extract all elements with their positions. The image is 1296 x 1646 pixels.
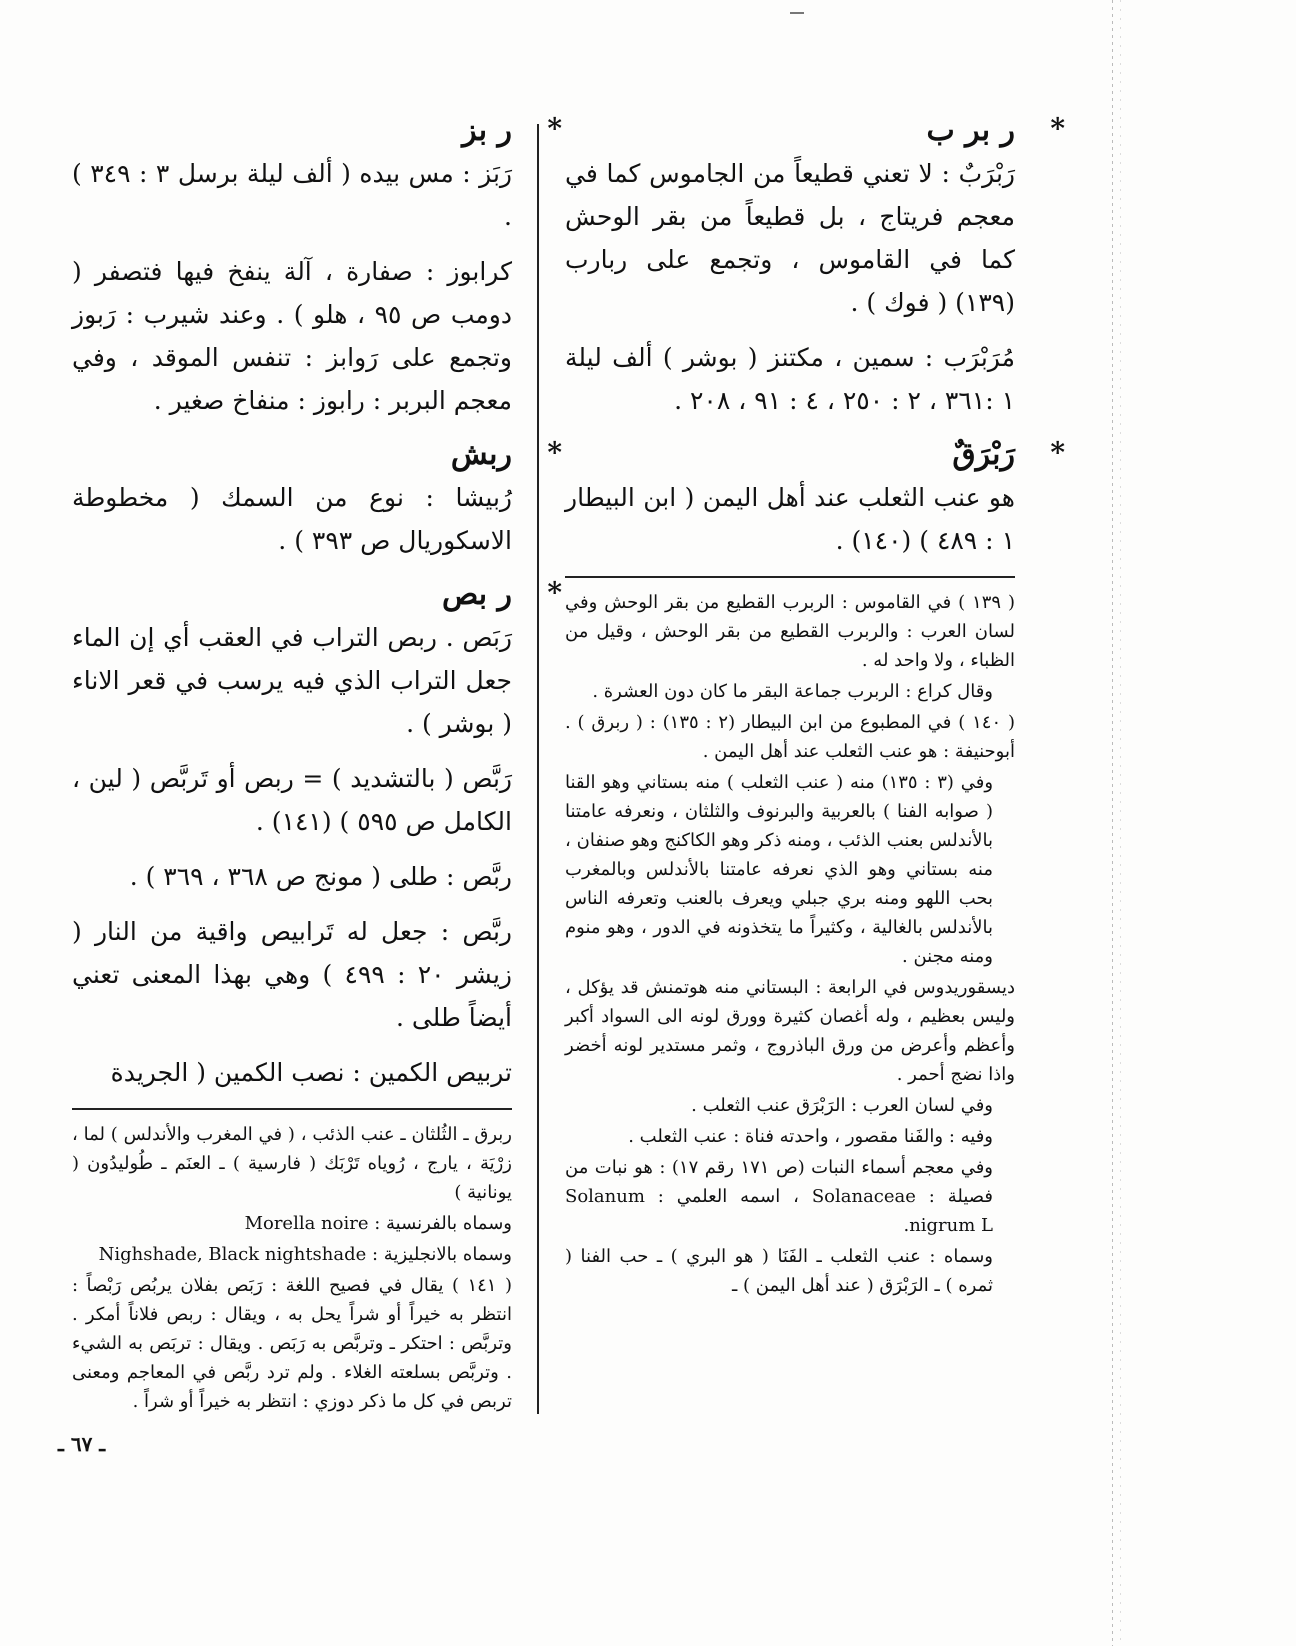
footnote-english-name: وسماه بالانجليزية : Nighshade, Black nightshade <box>98 1244 512 1265</box>
scan-edge-line <box>1112 0 1113 1646</box>
right-column <box>565 112 1065 1302</box>
footnote-140: ( ١٤٠ ) في المطبوع من ابن البيطار (٢ : ١٣٥) : ( ربرق ) . أبوحنيفة : هو عنب الثعلب عند أهل اليمن . <box>565 712 1015 762</box>
entry-paragraph: مُرَبْرَب : سمين ، مكتنز ( بوشر ) ألف ليلة ١ :٣٦١ ، ٢ : ٢٥٠ ، ٤ : ٩١ ، ٢٠٨ . <box>565 343 1015 415</box>
headword: ر بر ب <box>926 113 1015 148</box>
entry-rabraq <box>565 436 1065 562</box>
entry-rabaz <box>72 112 562 422</box>
footnote-141: ( ١٤١ ) يقال في فصيح اللغة : رَبَص بفلان يربُص رَبْصاً : انتظر به خيراً أو شراً يحل به ، ويقال : ربص فلاناً أمكر . وتربَّص : احتكر ـ وتربَّص به رَبَص . ويقال : تربَص به الشيء . وتربَّص بسلعته الغلاء . ولم ترد ربَّص في المعاجم ومعنى تربص في كل ما ذكر دوزي : انتظر به خيراً أو شراً . <box>72 1275 512 1412</box>
scan-mark <box>790 12 804 14</box>
entry-paragraph: ربَّص : طلى ( مونج ص ٣٦٨ ، ٣٦٩ ) . <box>129 862 512 891</box>
entry-star-marker: * <box>547 576 562 609</box>
footnote-139: ( ١٣٩ ) في القاموس : الربرب القطيع من بقر الوحش وفي لسان العرب : والربرب القطيع من بقر الوحش ، وقيل من الظباء ، ولا واحد له . <box>565 592 1015 671</box>
entry-paragraph: رَبْرَبٌ : لا تعني قطيعاً من الجاموس كما في معجم فريتاج ، بل قطيعاً من بقر الوحش كما في القاموس ، وتجمع على ربارب (١٣٩) ( فوك ) . <box>565 159 1015 317</box>
entry-paragraph: ربَّص : جعل له تَرابيص واقية من النار ( زيشر ٢٠ : ٤٩٩ ) وهي بهذا المعنى تعني أيضاً طلى . <box>72 917 512 1032</box>
footnote-139-continued: وقال كراع : الربرب جماعة البقر ما كان دون العشرة . <box>592 681 993 702</box>
headword: رَبْرَقٌ <box>952 437 1015 472</box>
headword: ر بص <box>441 577 512 612</box>
entry-rabrab <box>565 112 1065 422</box>
footnote-140-names: وسماه : عنب الثعلب ـ الفَنَا ( هو البري ) ـ حب الفنا ( ثمره ) ـ الرَبْرَق ( عند أهل اليمن ) ـ <box>565 1246 994 1296</box>
footnote-140-tail: ربرق ـ الثُلثان ـ عنب الذئب ، ( في المغرب والأندلس ) لما ، زرْيَة ، يارج ، رُوياه تَرْبَك ( فارسية ) ـ العنَم ـ طُوليدُون ( يونانية ) <box>72 1124 512 1203</box>
entry-star-marker: * <box>547 112 562 145</box>
footnote-140-dioscorides: ديسقوريدوس في الرابعة : البستاني منه هوتمنش قد يؤكل ، وليس بعظيم ، وله أغصان كثيرة وورق لونه الى السواد أكبر وأعظم وأعرض من ورق الباذروج ، وثمر مستدير لونه أخضر واذا نضج أحمر . <box>565 977 1015 1085</box>
footnotes-right <box>565 588 1015 1300</box>
footnote-french-name: وسماه بالفرنسية : Morella noire <box>244 1213 512 1234</box>
entry-paragraph: رَبَص . ربص التراب في العقب أي إن الماء جعل التراب الذي فيه يرسب في قعر الاناء ( بوشر ) . <box>72 623 512 738</box>
page-number: ـ ٦٧ ـ <box>58 1432 106 1456</box>
footnote-140-lisan: وفي لسان العرب : الرَبْرَق عنب الثعلب . <box>691 1095 993 1116</box>
entry-rabash <box>72 436 562 562</box>
footnote-separator <box>72 1108 512 1110</box>
headword: ر بز <box>462 113 512 148</box>
entry-paragraph: هو عنب الثعلب عند أهل اليمن ( ابن البيطار ١ : ٤٨٩ ) (١٤٠) . <box>565 483 1015 555</box>
headword: ربش <box>450 437 512 472</box>
footnote-separator <box>565 576 1015 578</box>
entry-star-marker: * <box>1050 436 1065 469</box>
entry-paragraph: كرابوز : صفارة ، آلة ينفخ فيها فتصفر ( دومب ص ٩٥ ، هلو ) . وعند شيرب : رَبوز وتجمع على رَوابز : تنفس الموقد ، وفي معجم البربر : رابوز : منفاخ صغير . <box>72 257 512 415</box>
footnote-140-continued: وفي (٣ : ١٣٥) منه ( عنب الثعلب ) منه بستاني وهو القنا ( صوابه الفنا ) بالعربية والبرنوف والثلثان ، ونعرفه عامتنا بالأندلس بعنب الذئب ، ومنه ذكر وهو الكاكنج وهو صنفان ، منه بستاني وهو الذي نعرفه عامتنا بالأندلس وبالمغرب بحب اللهو ومنه بري جبلي ويعرف بالعنب وتعرفه الناس بالأندلس بالغالية ، وكثيراً ما يتخذونه في الدور ، وهو منوم ومنه مجنن . <box>565 772 994 967</box>
entry-star-marker: * <box>1050 112 1065 145</box>
footnote-140-fana: وفيه : والفَنا مقصور ، واحدته فناة : عنب الثعلب . <box>628 1126 993 1147</box>
entry-paragraph: رَبَّص ( بالتشديد ) = ربص أو تَربَّص ( لين ، الكامل ص ٥٩٥ ) (١٤١) . <box>72 764 512 836</box>
entry-paragraph: رُبيشا : نوع من السمك ( مخطوطة الاسكوريال ص ٣٩٣ ) . <box>72 483 512 555</box>
footnotes-left <box>72 1120 512 1416</box>
scan-edge-line-secondary <box>1120 0 1121 1646</box>
footnote-140-plant-names: وفي معجم أسماء النبات (ص ١٧١ رقم ١٧) : هو نبات من فصيلة : Solanaceae ، اسمه العلمي : Solanum nigrum L. <box>565 1157 993 1236</box>
entry-paragraph: تربيص الكمين : نصب الكمين ( الجريدة <box>110 1058 512 1087</box>
column-divider <box>537 124 539 1414</box>
entry-star-marker: * <box>547 436 562 469</box>
entry-paragraph: رَبَز : مس بيده ( ألف ليلة برسل ٣ : ٣٤٩ ) . <box>72 159 513 231</box>
entry-rabas <box>72 576 562 1094</box>
left-column <box>72 112 562 1418</box>
